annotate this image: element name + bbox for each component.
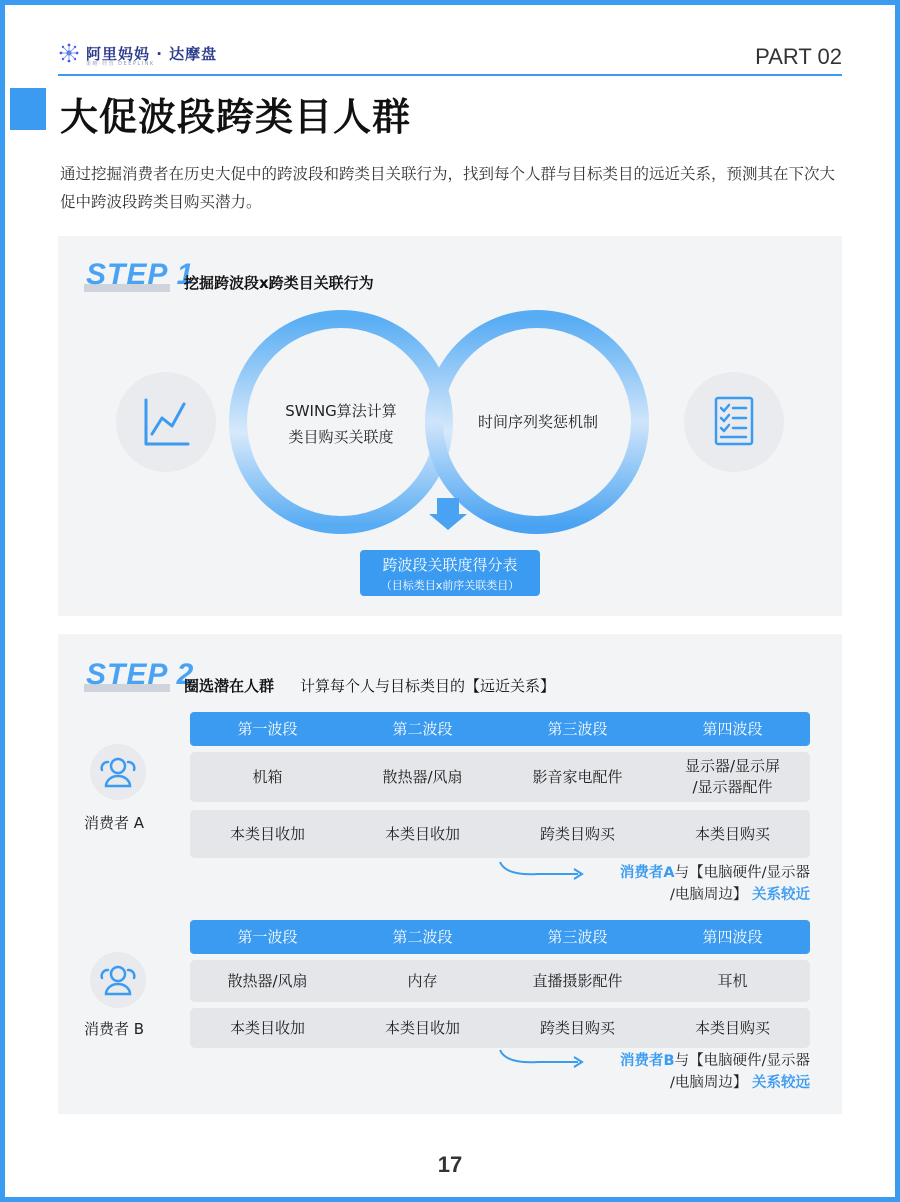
- table-cell: 影音家电配件: [532, 767, 623, 786]
- logo-icon: [58, 42, 80, 64]
- header-cell: 第四波段: [702, 720, 763, 738]
- header-cell: 第二波段: [392, 720, 453, 738]
- score-table-title: 跨波段关联度得分表: [382, 556, 518, 574]
- consumer-b-label: 消费者 B: [84, 1020, 145, 1038]
- header-divider: [58, 74, 842, 76]
- table-cell: 内存: [407, 971, 438, 990]
- table-cell: 本类目收加: [384, 1018, 460, 1037]
- time-series-text: 时间序列奖惩机制: [477, 413, 598, 431]
- table-cell: 耳机: [717, 971, 748, 990]
- brand-logo: [58, 42, 218, 67]
- consumer-a-note: [470, 862, 810, 906]
- table-cell: 直播摄影配件: [532, 971, 623, 990]
- table-header-b: [190, 920, 810, 954]
- ring-left-line1: SWING算法计算: [285, 402, 397, 420]
- step2-subdescription: 计算每个人与目标类目的【远近关系】: [300, 677, 556, 695]
- part-label: PART 02: [755, 44, 842, 69]
- person-icon: [88, 950, 148, 1010]
- score-table-box: [360, 550, 540, 596]
- note-a-line2: /电脑周边】: [670, 887, 748, 903]
- table-row: [190, 1008, 810, 1048]
- step2-label: STEP 2: [86, 658, 195, 691]
- title-accent-bar: [10, 88, 46, 130]
- person-icon: [88, 742, 148, 802]
- page-title: 大促波段跨类目人群: [60, 95, 412, 139]
- table-header-a: [190, 712, 810, 746]
- table-cell: 本类目收加: [229, 824, 305, 843]
- header-cell: 第三波段: [547, 720, 608, 738]
- step2-panel: [58, 634, 842, 1114]
- note-a-who: 消费者A: [619, 865, 675, 881]
- note-b-line2: /电脑周边】: [670, 1075, 748, 1091]
- logo-subtext: 策略·经营 DEEPLINK: [86, 61, 155, 67]
- table-cell: 散热器/风扇: [227, 971, 308, 990]
- note-b-relation: 关系较远: [752, 1075, 810, 1091]
- consumer-a-label: 消费者 A: [84, 814, 145, 832]
- header-cell: 第一波段: [237, 928, 298, 946]
- header-cell: 第四波段: [702, 928, 763, 946]
- table-row: [190, 960, 810, 1002]
- table-cell: 本类目收加: [384, 824, 460, 843]
- table-cell: 跨类目购买: [539, 1018, 615, 1037]
- table-cell: 跨类目购买: [539, 824, 615, 843]
- table-cell: 显示器/显示屏 /显示器配件: [684, 757, 781, 796]
- table-row: [190, 810, 810, 858]
- score-table-subtitle: （目标类目x前序关联类目）: [380, 579, 520, 592]
- table-cell: 本类目购买: [694, 824, 770, 843]
- step1-panel: [58, 236, 842, 616]
- page-number: 17: [437, 1152, 463, 1177]
- table-cell: 本类目收加: [229, 1018, 305, 1037]
- table-row: [190, 752, 810, 802]
- table-cell: 机箱: [252, 767, 283, 786]
- note-b-mid: 与【电脑硬件/显示器: [674, 1053, 810, 1069]
- note-a-mid: 与【电脑硬件/显示器: [674, 865, 810, 881]
- note-b-who: 消费者B: [620, 1053, 675, 1069]
- step1-label: STEP 1: [86, 258, 195, 291]
- header-cell: 第三波段: [547, 928, 608, 946]
- ring-left-line2: 类目购买关联度: [288, 428, 394, 446]
- swing-algorithm-text: [276, 398, 406, 450]
- header-cell: 第一波段: [237, 720, 298, 738]
- note-a-relation: 关系较近: [752, 887, 810, 903]
- table-cell: 本类目购买: [694, 1018, 770, 1037]
- consumer-b-note: [470, 1050, 810, 1094]
- step1-description: 挖掘跨波段x跨类目关联行为: [184, 274, 374, 292]
- logo-text: 阿里妈妈 · 达摩盘: [86, 44, 218, 63]
- step2-description: 圈选潜在人群: [184, 677, 275, 695]
- header-cell: 第二波段: [392, 928, 453, 946]
- table-cell: 散热器/风扇: [382, 767, 463, 786]
- intro-paragraph: 通过挖掘消费者在历史大促中的跨波段和跨类目关联行为，找到每个人群与目标类目的远近关系，预测其在下次大促中跨波段跨类目购买潜力。: [60, 165, 836, 211]
